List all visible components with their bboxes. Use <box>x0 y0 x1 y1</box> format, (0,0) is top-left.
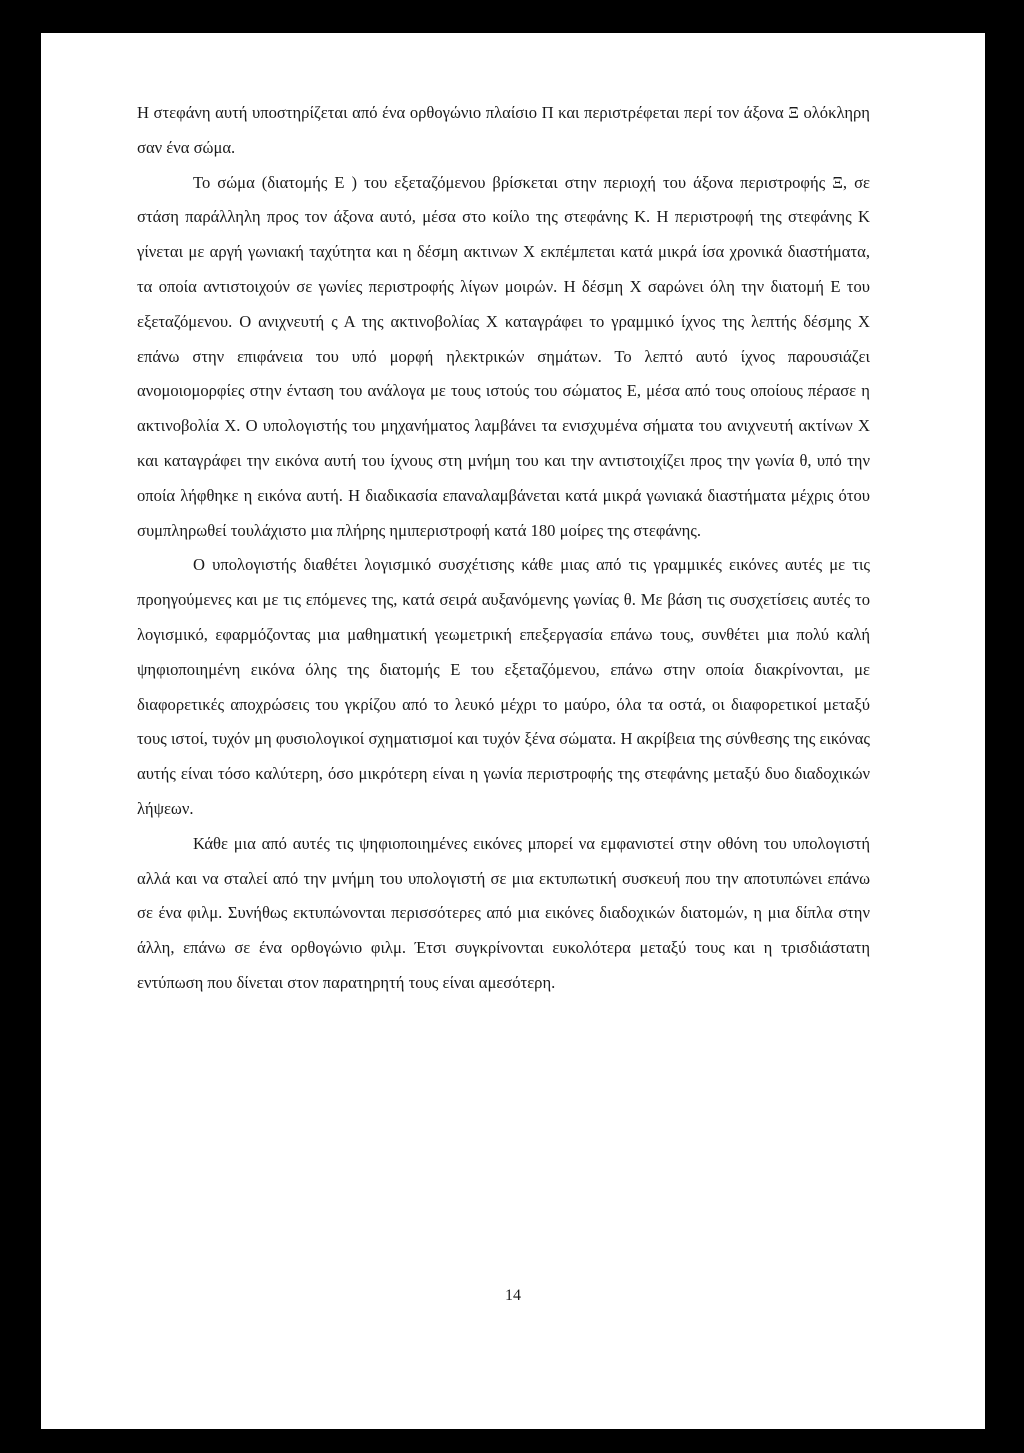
page-number: 14 <box>505 1287 521 1304</box>
paragraph-3: Ο υπολογιστής διαθέτει λογισμικό συσχέτισης κάθε μιας από τις γραμμικές εικόνες αυτές με τις προηγούμενες και με τις επόμενες της, κατά σειρά αυξανόμενης γωνίας θ. Με βάση τις συσχετίσεις αυτές το λογισμικό, εφαρμόζοντας μια μαθηματική γεωμετρική επεξεργασία επάνω τους, συνθέτει μια πολύ καλή ψηφιοποιημένη εικόνα όλης της διατομής Ε του εξεταζόμενου, επάνω στην οποία διακρίνονται, με διαφορετικές αποχρώσεις του γκρίζου από το λευκό μέχρι το μαύρο, όλα τα οστά, οι διαφορετικοί μεταξύ τους ιστοί, τυχόν μη φυσιολογικοί σχηματισμοί και τυχόν ξένα σώματα. Η ακρίβεια της σύνθεσης της εικόνας αυτής είναι τόσο καλύτερη, όσο μικρότερη είναι η γωνία περιστροφής της στεφάνης μεταξύ δυο διαδοχικών λήψεων. <box>137 555 870 818</box>
paragraph-1: Η στεφάνη αυτή υποστηρίζεται από ένα ορθογώνιο πλαίσιο Π και περιστρέφεται περί τον άξονα Ξ ολόκληρη σαν ένα σώμα. <box>137 103 870 157</box>
paragraph-4: Κάθε μια από αυτές τις ψηφιοποιημένες εικόνες μπορεί να εμφανιστεί στην οθόνη του υπολογιστή αλλά και να σταλεί από την μνήμη του υπολογιστή σε μια εκτυπωτική συσκευή που την αποτυπώνει επάνω σε ένα φιλμ. Συνήθως εκτυπώνονται περισσότερες από μια εικόνες διαδοχικών διατομών, η μια δίπλα στην άλλη, επάνω σε ένα ορθογώνιο φιλμ. Έτσι συγκρίνονται ευκολότερα μεταξύ τους και η τρισδιάστατη εντύπωση που δίνεται στον παρατηρητή τους είναι αμεσότερη. <box>137 833 870 992</box>
paragraph-2: Το σώμα (διατομής Ε ) του εξεταζόμενου βρίσκεται στην περιοχή του άξονα περιστροφής Ξ, σε στάση παράλληλη προς τον άξονα αυτό, μέσα στο κοίλο της στεφάνης Κ. Η περιστροφή της στεφάνης Κ γίνεται με αργή γωνιακή ταχύτητα και η δέσμη ακτινων Χ εκπέμπεται κατά μικρά ίσα χρονικά διαστήματα, τα οποία αντιστοιχούν σε γωνίες περιστροφής λίγων μοιρών. Η δέσμη Χ σαρώνει όλη την διατομή Ε του εξεταζόμενου. Ο ανιχνευτή ς Α της ακτινοβολίας Χ καταγράφει το γραμμικό ίχνος της λεπτής δέσμης Χ επάνω στην επιφάνεια του υπό μορφή ηλεκτρικών σημάτων. Το λεπτό αυτό ίχνος παρουσιάζει ανομοιομορφίες στην ένταση του ανάλογα με τους ιστούς του σώματος Ε, μέσα από τους οποίους πέρασε η ακτινοβολία Χ. Ο υπολογιστής του μηχανήματος λαμβάνει τα ενισχυμένα σήματα του ανιχνευτή ακτίνων Χ και καταγράφει την εικόνα αυτή του ίχνους στη μνήμη του και την αντιστοιχίζει προς την γωνία θ, υπό την οποία λήφθηκε η εικόνα αυτή. Η διαδικασία επαναλαμβάνεται κατά μικρά γωνιακά διαστήματα μέχρις ότου συμπληρωθεί τουλάχιστο μια πλήρης ημιπεριστροφή κατά 180 μοίρες της στεφάνης. <box>137 172 870 540</box>
document-page <box>41 33 985 1429</box>
body-text <box>137 96 870 1001</box>
